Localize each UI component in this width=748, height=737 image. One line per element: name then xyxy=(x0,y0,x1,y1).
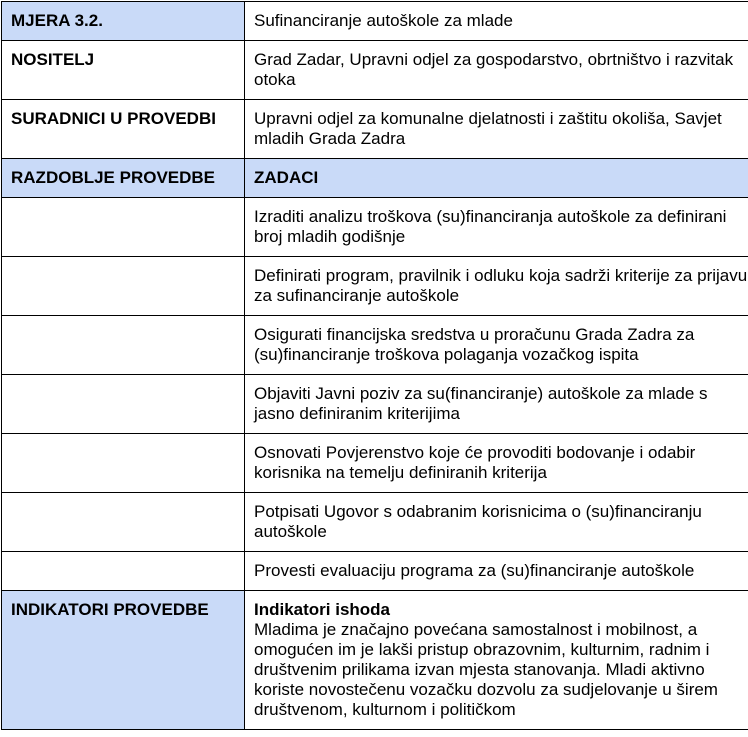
measure-row xyxy=(2,2,748,41)
holder-row xyxy=(2,41,748,100)
indicators-cell xyxy=(245,591,748,730)
indicators-text: Mladima je značajno povećana samostalnost i mobilnost, a omogućen im je lakši pristup obrazovnim, kulturnim, radnim i društvenim prilikama izvan mjesta stanovanja. Mladi aktivno koriste novostečenu vozačku dozvolu za sudjelovanje u širem društvenom, kulturnom i političkom xyxy=(254,620,718,719)
task-period xyxy=(2,257,245,316)
task-row xyxy=(2,316,748,375)
partners-value: Upravni odjel za komunalne djelatnosti i zaštitu okoliša, Savjet mladih Grada Zadra xyxy=(245,100,748,159)
task-text: Definirati program, pravilnik i odluku koja sadrži kriterije za prijavu za sufinanciranje autoškole xyxy=(245,257,748,316)
task-text: Osnovati Povjerenstvo koje će provoditi bodovanje i odabir korisnika na temelju definiranih kriterija xyxy=(245,434,748,493)
task-text: Provesti evaluaciju programa za (su)financiranje autoškole xyxy=(245,552,748,591)
task-period xyxy=(2,552,245,591)
task-period xyxy=(2,434,245,493)
tasks-header-row xyxy=(2,159,748,198)
partners-row xyxy=(2,100,748,159)
task-row xyxy=(2,257,748,316)
task-text: Potpisati Ugovor s odabranim korisnicima o (su)financiranju autoškole xyxy=(245,493,748,552)
task-text: Osigurati financijska sredstva u proračunu Grada Zadra za (su)financiranje troškova polaganja vozačkog ispita xyxy=(245,316,748,375)
task-row xyxy=(2,434,748,493)
indicators-row xyxy=(2,591,748,730)
measure-table xyxy=(1,1,748,730)
partners-label: SURADNICI U PROVEDBI xyxy=(2,100,245,159)
holder-label: NOSITELJ xyxy=(2,41,245,100)
task-row xyxy=(2,493,748,552)
task-period xyxy=(2,375,245,434)
indicators-subtitle: Indikatori ishoda xyxy=(254,600,391,619)
task-text: Objaviti Javni poziv za su(financiranje) autoškole za mlade s jasno definiranim kriterijima xyxy=(245,375,748,434)
task-period xyxy=(2,198,245,257)
task-row xyxy=(2,552,748,591)
period-header: RAZDOBLJE PROVEDBE xyxy=(2,159,245,198)
task-period xyxy=(2,493,245,552)
measure-value: Sufinanciranje autoškole za mlade xyxy=(245,2,748,41)
task-text: Izraditi analizu troškova (su)financiranja autoškole za definirani broj mladih godišnje xyxy=(245,198,748,257)
task-period xyxy=(2,316,245,375)
task-row xyxy=(2,375,748,434)
holder-value: Grad Zadar, Upravni odjel za gospodarstvo, obrtništvo i razvitak otoka xyxy=(245,41,748,100)
task-row xyxy=(2,198,748,257)
indicators-label: INDIKATORI PROVEDBE xyxy=(2,591,245,730)
measure-label: MJERA 3.2. xyxy=(2,2,245,41)
tasks-header: ZADACI xyxy=(245,159,748,198)
